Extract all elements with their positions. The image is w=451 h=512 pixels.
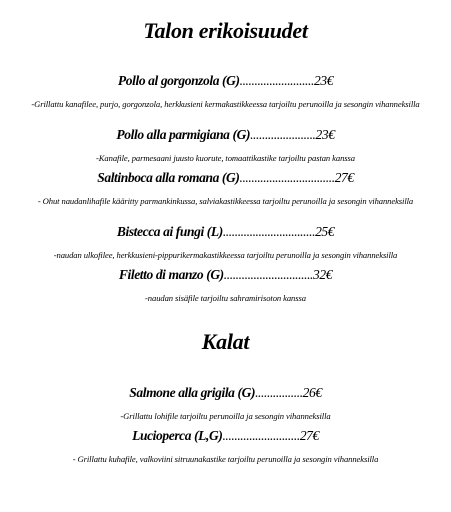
dish-description: -Kanafile, parmesaani juusto kuorute, tomaattikastike tarjoiltu pastan kanssa [96, 153, 355, 163]
dish-name: Pollo alla parmigiana (G) [116, 127, 251, 142]
section-title-house-specials: Talon erikoisuudet [143, 18, 308, 43]
dish-description: -Grillattu lohifile tarjoiltu perunoilla ja sesongin vihanneksilla [120, 411, 331, 421]
dish-leader-dots: ................................ [239, 170, 335, 185]
dish-heading [0, 428, 451, 444]
dish-item [0, 170, 451, 207]
dish-price: 32€ [313, 267, 333, 282]
dish-item [0, 73, 451, 110]
dish-name: Lucioperca (L,G) [132, 428, 223, 443]
dish-description: -naudan sisäfile tarjoiltu sahramirisoton kanssa [145, 293, 306, 303]
dish-price: 27€ [299, 428, 319, 443]
dish-heading [0, 267, 451, 283]
dish-leader-dots: .......................... [222, 428, 300, 443]
dish-leader-dots: ................ [255, 385, 303, 400]
dish-price: 27€ [334, 170, 354, 185]
dish-price: 25€ [315, 224, 335, 239]
dish-leader-dots: ............................... [222, 224, 316, 239]
dish-item [0, 385, 451, 422]
dish-heading [0, 224, 451, 240]
dish-heading [0, 73, 451, 89]
dish-price: 23€ [315, 127, 335, 142]
dish-price: 26€ [302, 385, 322, 400]
dish-heading [0, 127, 451, 143]
dish-item [0, 127, 451, 164]
dish-heading [0, 385, 451, 401]
dish-leader-dots: ...................... [250, 127, 316, 142]
dish-name: Filetto di manzo (G) [118, 267, 224, 282]
dish-name: Saltinboca alla romana (G) [97, 170, 240, 185]
dish-description: -naudan ulkofilee, herkkusieni-pippurikermakastikkeessa tarjoiltu perunoilla ja sesongin vihanneksilla [53, 250, 398, 260]
dish-item [0, 224, 451, 261]
dish-description: - Grillattu kuhafile, valkoviini sitruunakastike tarjoiltu perunoilla ja sesongin vihanneksilla [72, 454, 379, 464]
dish-description: - Ohut naudanlihafile kääritty parmankinkussa, salviakastikkeessa tarjoiltu perunoilla ja sesongin vihanneksilla [37, 196, 414, 206]
dish-item [0, 267, 451, 304]
dish-name: Bistecca ai fungi (L) [116, 224, 223, 239]
dish-name: Salmone alla grigila (G) [129, 385, 256, 400]
dish-leader-dots: .............................. [223, 267, 314, 282]
dish-heading [0, 170, 451, 186]
dish-leader-dots: ......................... [239, 73, 314, 88]
section-title-fish: Kalat [201, 329, 250, 354]
dish-item [0, 428, 451, 465]
dish-description: -Grillattu kanafilee, purjo, gorgonzola, herkkusieni kermakastikkeessa tarjoiltu perunoilla ja sesongin vihanneksilla [31, 99, 420, 109]
dish-price: 23€ [314, 73, 334, 88]
dish-name: Pollo al gorgonzola (G) [117, 73, 240, 88]
